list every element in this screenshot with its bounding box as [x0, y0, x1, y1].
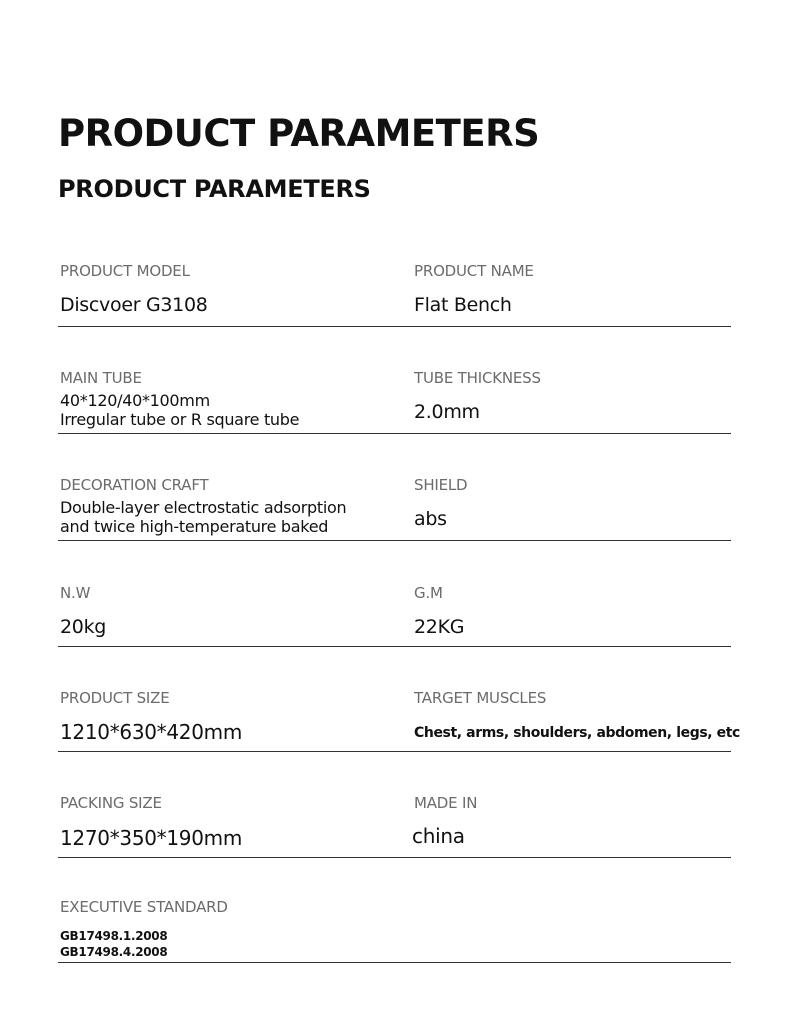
- param-value: Chest, arms, shoulders, abdomen, legs, etc: [414, 725, 740, 741]
- param-label: MAIN TUBE: [60, 369, 142, 387]
- param-label: G.M: [414, 584, 443, 602]
- param-row-tube: [58, 369, 731, 434]
- page-title: PRODUCT PARAMETERS: [58, 112, 540, 155]
- param-value: 20kg: [60, 616, 107, 638]
- param-value: china: [412, 824, 465, 848]
- param-row-size-muscles: [58, 689, 740, 752]
- param-value: 2.0mm: [414, 401, 480, 423]
- param-label: SHIELD: [414, 476, 468, 494]
- param-label: DECORATION CRAFT: [60, 476, 209, 494]
- param-label: PRODUCT SIZE: [60, 689, 170, 707]
- param-label: PACKING SIZE: [60, 794, 162, 812]
- param-value: 40*120/40*100mm Irregular tube or R square tube: [60, 391, 300, 429]
- param-label: MADE IN: [414, 794, 478, 812]
- param-label: EXECUTIVE STANDARD: [60, 898, 228, 916]
- param-label: N.W: [60, 584, 91, 602]
- param-value: GB17498.1.2008 GB17498.4.2008: [60, 929, 168, 959]
- param-value: Flat Bench: [414, 294, 512, 316]
- param-value: 1270*350*190mm: [60, 826, 243, 850]
- param-value: abs: [414, 508, 447, 530]
- param-value: 1210*630*420mm: [60, 720, 243, 744]
- param-row-model-name: [58, 262, 731, 327]
- param-row-standard: [58, 898, 731, 963]
- param-row-weight: [58, 584, 731, 647]
- param-value: Discvoer G3108: [60, 294, 208, 316]
- param-label: PRODUCT NAME: [414, 262, 534, 280]
- param-label: TUBE THICKNESS: [414, 369, 541, 387]
- param-value: 22KG: [414, 616, 465, 638]
- param-row-craft-shield: [58, 476, 731, 541]
- param-label: TARGET MUSCLES: [414, 689, 547, 707]
- param-row-packing-origin: [58, 794, 731, 858]
- param-label: PRODUCT MODEL: [60, 262, 190, 280]
- page-subtitle: PRODUCT PARAMETERS: [58, 175, 371, 203]
- param-value: Double-layer electrostatic adsorption and twice high-temperature baked: [60, 498, 347, 536]
